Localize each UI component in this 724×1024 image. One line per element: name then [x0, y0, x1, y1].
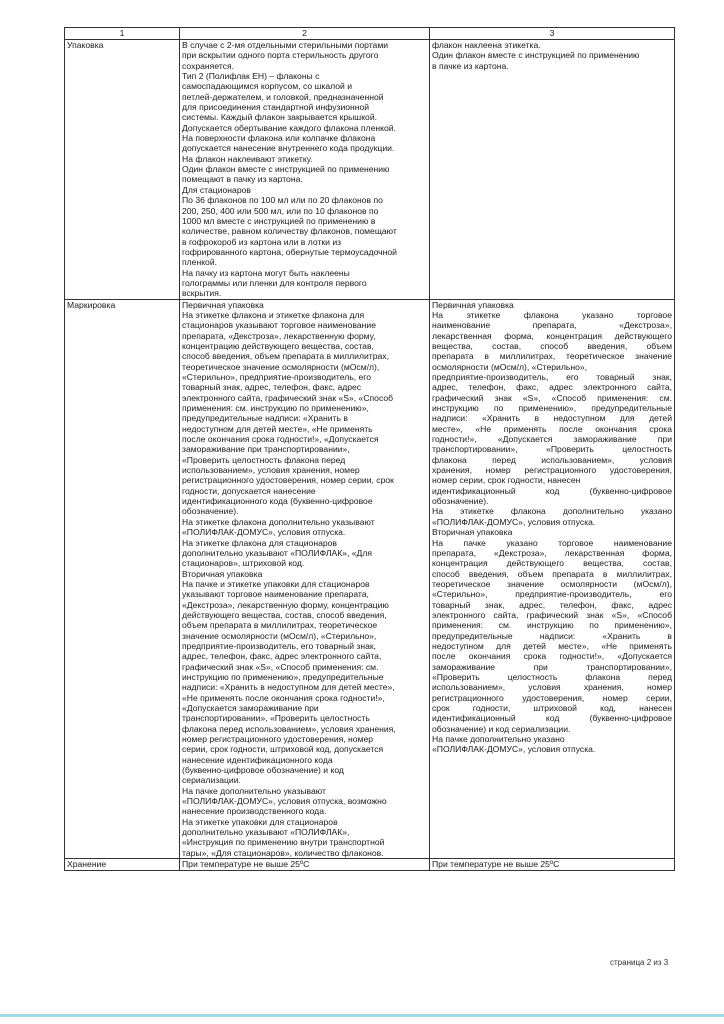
cell-line: теоретическое значение осмолярности (мОсм/л), [182, 361, 380, 372]
cell-line: товарный знак, адрес, телефон, факс, адрес [182, 382, 362, 393]
cell-line: идентификационного кода (буквенно-цифровое [182, 496, 373, 507]
cell-line: стационаров», штриховой код. [182, 558, 305, 569]
current-text-cell [430, 299, 675, 859]
cell-line: На этикетке флакона дополнительно указано [432, 506, 672, 517]
page-number: страница 2 из 3 [610, 958, 669, 967]
cell-line: тары», «Для стационаров», количество флаконов. [182, 847, 384, 858]
cell-line: системы. Каждый флакон закрывается крышкой. [182, 112, 378, 123]
cell-line: вскрытия. [182, 288, 222, 299]
cell-line: предупредительные надписи: «Хранить в [432, 630, 672, 641]
cell-line: транспортировании», «Проверить целостность [432, 444, 672, 455]
cell-line: обозначение). [182, 506, 239, 517]
cell-line: При температуре не выше 25ºС [182, 859, 310, 870]
cell-line: На этикетке флакона для стационаров [182, 537, 337, 548]
cell-line: графический знак «S», «Способ применения: см. [432, 392, 672, 403]
cell-line: инструкцию по применению», предупредительные [432, 403, 672, 414]
row-label-cell [65, 859, 180, 870]
cell-line: При температуре не выше 25ºС [432, 859, 560, 870]
cell-line: пленкой. [182, 257, 218, 268]
cell-line: лекарственная форма, концентрация действующего [432, 330, 672, 341]
cell-line: недоступном для детей месте», «Не применять [182, 423, 373, 434]
cell-line: после окончания срока годности!», «Допускается [182, 434, 379, 445]
cell-line: транспортировании», «Проверить целостность [182, 713, 370, 724]
cell-line: В случае с 2-мя отдельными стерильными портами [182, 40, 389, 50]
cell-line: годности!», «Допускается замораживание при [432, 434, 672, 445]
cell-line: 200, 250, 400 или 500 мл, или по 10 флаконов по [182, 205, 379, 216]
cell-line: годности, допускается нанесение [182, 485, 316, 496]
cell-line: вещества, состав, способ введения, объем [432, 340, 672, 351]
column-header-3: 3 [430, 28, 675, 40]
cell-line: действующего вещества, состав, способ введения, [182, 609, 387, 620]
cell-line: нанесение производственного кода. [182, 806, 327, 817]
cell-line: На флакон наклеивают этикетку. [182, 153, 313, 164]
cell-line: в пачке из картона. [432, 60, 509, 71]
cell-line: концентрация действующего вещества, состав, [432, 558, 672, 569]
cell-line: обозначение) и код сериализации. [432, 723, 571, 734]
cell-line: флакон наклеена этикетка. [432, 40, 541, 50]
cell-line: надписи: «Хранить в недоступном для детей месте», [182, 682, 395, 693]
row-label-cell [65, 299, 180, 859]
cell-line: количестве, равном количеству флаконов, помещают [182, 226, 397, 237]
cell-line: срок годности, штриховой код, нанесен [432, 703, 672, 713]
cell-line: «ПОЛИФЛАК-ДОМУС», условия отпуска, возможно [182, 796, 387, 807]
cell-line: На этикетке флакона указано торговое [432, 309, 672, 320]
cell-line: идентификационный код (буквенно-цифровое [432, 485, 672, 496]
cell-line: гофрированного картона, обернутые термоусадочной [182, 246, 397, 257]
row-label: Упаковка [67, 40, 104, 50]
cell-line: инструкцию по применению», предупредительные [182, 671, 384, 682]
cell-line: теоретическое значение осмолярности (мОсм/л), [432, 578, 672, 589]
cell-line: для присоединения стандартной инфузионной [182, 102, 370, 113]
cell-line: «Не применять после окончания срока годности!», [182, 692, 385, 703]
cell-line: «Декстроза», лекарственную форму, концентрацию [182, 599, 389, 610]
cell-line: петлей-держателем, и головкой, предназначенной [182, 91, 384, 102]
cell-line: голограммы или пленки для контроля первого [182, 277, 367, 288]
cell-line: адрес, телефон, факс, адрес электронного сайта, [182, 651, 382, 662]
cell-line: недоступном для детей месте», «Не применять [432, 640, 672, 651]
cell-line: применения: см. инструкцию по применению», [432, 620, 672, 631]
cell-line: номер регистрационного удостоверения, номер [182, 734, 374, 745]
cell-line: самоспадающимся корпусом, со шкалой и [182, 81, 353, 92]
cell-line: месте», «Не применять после окончания срока [432, 423, 672, 434]
cell-line: обозначение). [432, 496, 489, 507]
cell-line: «Проверить целостность флакона перед [182, 454, 346, 465]
cell-line: препарата, «Декстроза», лекарственную форму, [182, 330, 376, 341]
cell-line: дополнительно указывают «ПОЛИФЛАК», [182, 827, 350, 838]
cell-line: Вторичная упаковка [182, 568, 263, 579]
cell-line: сериализации. [182, 775, 241, 786]
scan-edge-strip [0, 1014, 724, 1017]
cell-line: допускается нанесение внутреннего кода продукции. [182, 143, 395, 154]
cell-line: использованием», условия хранения, номер [432, 682, 672, 693]
cell-line: На пачке и этикетке упаковки для стационаров [182, 578, 370, 589]
cell-line: На пачку из картона могут быть наклеены [182, 267, 350, 278]
table-row [65, 859, 675, 870]
cell-line: предприятие-производитель, его товарный знак, [182, 640, 376, 651]
header-row [65, 28, 675, 40]
cell-line: хранения, номер регистрационного удостоверения, [432, 465, 672, 476]
cell-line: значение осмолярности (мОсм/л), «Стерильно», [182, 630, 377, 641]
cell-line: На пачке указано торговое наименование [432, 537, 672, 548]
column-header-2: 2 [180, 28, 430, 40]
cell-line: Один флакон вместе с инструкцией по применению [432, 50, 640, 61]
table-row [65, 40, 675, 300]
cell-line: На этикетке флакона дополнительно указывают [182, 516, 375, 527]
cell-line: наименование препарата, «Декстроза», [432, 320, 672, 331]
cell-line: серии, срок годности, штриховой код, допускается [182, 744, 384, 755]
cell-line: помещают в пачку из картона. [182, 174, 303, 185]
cell-line: идентификационный код (буквенно-цифровое [432, 713, 672, 724]
cell-line: препарата в миллилитрах, теоретическое значение [432, 351, 672, 362]
cell-line: регистрационного удостоверения, номер серии, срок [182, 475, 394, 486]
cell-line: «ПОЛИФЛАК-ДОМУС», условия отпуска. [182, 527, 346, 538]
cell-line: препарата, «Декстроза», лекарственная форма, [432, 547, 672, 558]
cell-line: надписи: «Хранить в недоступном для детей [432, 413, 672, 424]
cell-line: предупредительные надписи: «Хранить в [182, 413, 348, 424]
cell-line: в гофрокороб из картона или в лотки из [182, 236, 342, 247]
cell-line: Допускается обертывание каждого флакона пленкой. [182, 122, 396, 133]
cell-line: Вторичная упаковка [432, 527, 513, 538]
cell-line: флакона перед использованием», условия [432, 454, 672, 465]
current-text-cell [430, 40, 675, 300]
cell-line: «Инструкция по применению внутри транспортной [182, 837, 385, 848]
cell-line: способ введения, объем препарата в миллилитрах, [182, 351, 389, 362]
document-table [64, 27, 675, 871]
row-label: Маркировка [67, 299, 116, 310]
cell-line: электронного сайта, графический знак «S», «Способ [432, 609, 672, 620]
cell-line: способ введения, объем препарата в миллилитрах, [432, 568, 672, 579]
table-row [65, 299, 675, 859]
cell-line: товарный знак, адрес, телефон, факс, адрес [432, 599, 672, 610]
cell-line: при вскрытии одного порта стерильность другого [182, 50, 379, 61]
cell-line: электронного сайта, графический знак «S», «Способ [182, 392, 394, 403]
cell-line: «ПОЛИФЛАК-ДОМУС», условия отпуска. [432, 516, 596, 527]
row-label-cell [65, 40, 180, 300]
cell-line: использованием», условия хранения, номер [182, 465, 360, 476]
requirements-cell [180, 40, 430, 300]
cell-line: концентрацию действующего вещества, состав, [182, 340, 374, 351]
cell-line: Первичная упаковка [182, 299, 264, 310]
cell-line: (буквенно-цифровое обозначение) и код [182, 765, 344, 776]
cell-line: после окончания срока годности!», «Допускается [432, 651, 672, 662]
cell-line: номер серии, срок годности, нанесен [432, 475, 581, 486]
cell-line: объем препарата в миллилитрах, теоретическое [182, 620, 378, 631]
cell-line: «Проверить целостность флакона перед [432, 671, 672, 682]
cell-line: стационаров указывают торговое наименование [182, 320, 376, 331]
cell-line: «Допускается замораживание при [182, 703, 319, 713]
cell-line: Тип 2 (Полифлак ЕН) – флаконы с [182, 71, 320, 82]
current-text-cell [430, 859, 675, 870]
cell-line: «Стерильно», предприятие-производитель, его [182, 372, 371, 382]
cell-line: На пачке дополнительно указывают [182, 785, 326, 796]
cell-line: На поверхности флакона или колпачке флакона [182, 133, 376, 144]
cell-line: замораживание при транспортировании», [182, 444, 350, 455]
cell-line: дополнительно указывают «ПОЛИФЛАК», «Для [182, 547, 373, 558]
cell-line: По 36 флаконов по 100 мл или по 20 флаконов по [182, 195, 383, 206]
requirements-cell [180, 859, 430, 870]
cell-line: «Стерильно», предприятие-производитель, его [432, 589, 672, 600]
cell-line: «ПОЛИФЛАК-ДОМУС», условия отпуска. [432, 744, 596, 755]
cell-line: 1000 мл вместе с инструкцией по применению в [182, 215, 376, 226]
requirements-cell [180, 299, 430, 859]
cell-line: применения: см. инструкцию по применению», [182, 403, 369, 414]
cell-line: адрес, телефон, факс, адрес электронного сайта, [432, 382, 672, 393]
cell-line: осмолярности (мОсм/л), «Стерильно», [432, 361, 588, 372]
cell-line: На этикетке упаковки для стационаров [182, 816, 338, 827]
row-label: Хранение [67, 859, 107, 870]
cell-line: флакона перед использованием», условия хранения, [182, 723, 396, 734]
cell-line: регистрационного удостоверения, номер серии, [432, 692, 672, 703]
cell-line: Для стационаров [182, 184, 251, 195]
cell-line: графический знак «S», «Способ применения: см. [182, 661, 379, 672]
cell-line: нанесение идентификационного кода [182, 754, 333, 765]
cell-line: На пачке дополнительно указано [432, 734, 565, 745]
cell-line: замораживание при транспортировании», [432, 661, 672, 672]
cell-line: предприятие-производитель, его товарный знак, [432, 372, 672, 382]
column-header-1: 1 [65, 28, 180, 40]
cell-line: сохраняется. [182, 60, 235, 71]
cell-line: Первичная упаковка [432, 299, 514, 310]
cell-line: указывают торговое наименование препарата, [182, 589, 369, 600]
cell-line: Один флакон вместе с инструкцией по применению [182, 164, 390, 175]
cell-line: На этикетке флакона и этикетке флакона для [182, 309, 365, 320]
